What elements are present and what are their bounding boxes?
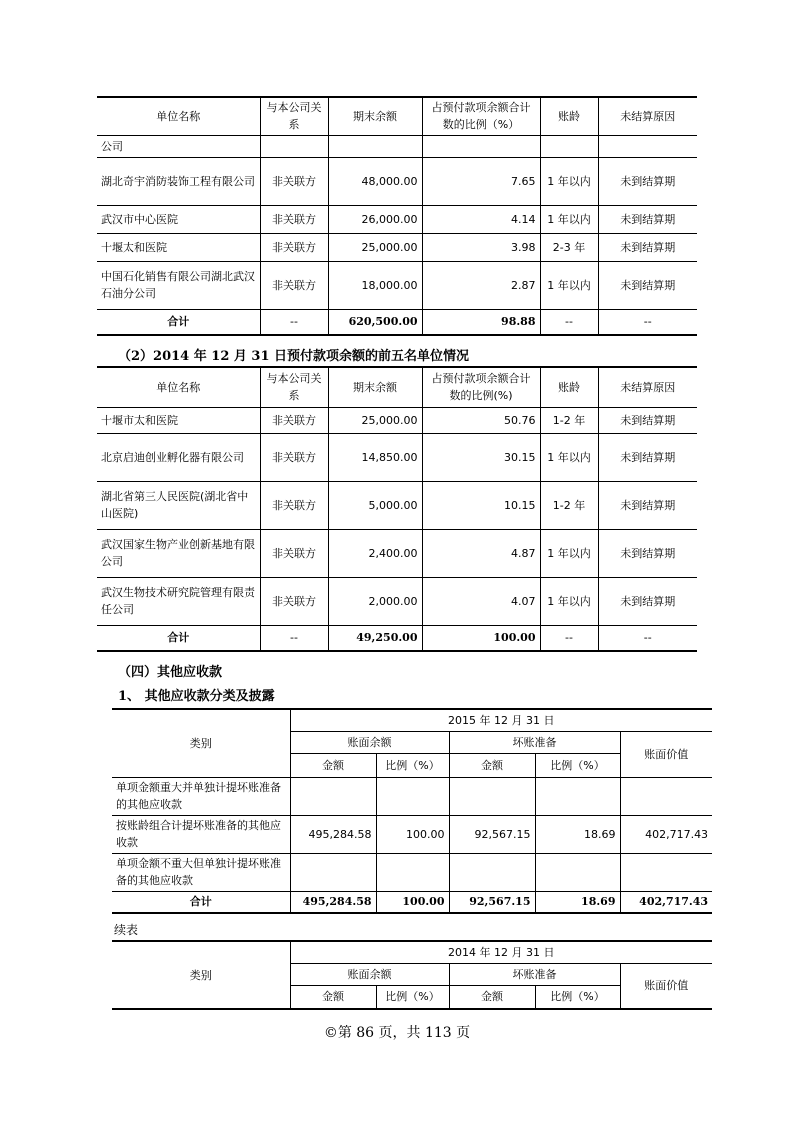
cell-reason: 未到结算期 xyxy=(598,577,697,625)
cell-reason: 未到结算期 xyxy=(598,205,697,233)
cell-book-value xyxy=(620,777,712,815)
other-receivables-table-2015 xyxy=(112,708,712,914)
cell-aging: 2-3 年 xyxy=(540,233,598,261)
cell-reason: 未到结算期 xyxy=(598,157,697,205)
total-balance: 620,500.00 xyxy=(328,309,422,335)
cell-ratio: 4.07 xyxy=(422,577,540,625)
table-header-row xyxy=(97,97,697,135)
total-relationship: -- xyxy=(260,309,328,335)
cell-balance: 2,400.00 xyxy=(328,529,422,577)
total-aging: -- xyxy=(540,625,598,651)
header-ratio: 比例（%） xyxy=(376,985,449,1009)
cell-ratio: 50.76 xyxy=(422,407,540,433)
subsection-heading-classification: 1、 其他应收款分类及披露 xyxy=(118,689,275,704)
header-amount: 金额 xyxy=(449,753,535,777)
cell-unit-name: 武汉市中心医院 xyxy=(97,205,260,233)
cell-relationship: 非关联方 xyxy=(260,481,328,529)
header-ending-balance: 期末余额 xyxy=(328,367,422,407)
table-row xyxy=(97,261,697,309)
table-row xyxy=(97,205,697,233)
table-row xyxy=(97,135,697,157)
cell-unit-name: 公司 xyxy=(97,135,260,157)
cell-aging: 1-2 年 xyxy=(540,481,598,529)
header-category: 类别 xyxy=(112,941,290,1009)
cell-category: 单项金额不重大但单独计提坏账准备的其他应收款 xyxy=(112,853,290,891)
total-bad-debt-amount: 92,567.15 xyxy=(449,891,535,913)
cell-balance: 25,000.00 xyxy=(328,233,422,261)
cell-bad-debt-amount xyxy=(449,853,535,891)
cell-amount xyxy=(290,777,376,815)
cell-unit-name: 湖北省第三人民医院(湖北省中山医院) xyxy=(97,481,260,529)
cell-ratio: 3.98 xyxy=(422,233,540,261)
total-amount: 495,284.58 xyxy=(290,891,376,913)
total-aging: -- xyxy=(540,309,598,335)
cell-balance xyxy=(328,135,422,157)
header-reason: 未结算原因 xyxy=(598,97,697,135)
header-ratio: 占预付款项余额合计数的比例(%) xyxy=(422,367,540,407)
header-aging: 账龄 xyxy=(540,97,598,135)
total-bad-debt-ratio: 18.69 xyxy=(535,891,620,913)
header-ratio: 比例（%） xyxy=(535,985,620,1009)
header-amount: 金额 xyxy=(290,985,376,1009)
cell-category: 单项金额重大并单独计提坏账准备的其他应收款 xyxy=(112,777,290,815)
table-row xyxy=(112,853,712,891)
cell-category: 按账龄组合计提坏账准备的其他应收款 xyxy=(112,815,290,853)
cell-ratio: 4.87 xyxy=(422,529,540,577)
header-bad-debt: 坏账准备 xyxy=(449,731,620,753)
cell-balance: 2,000.00 xyxy=(328,577,422,625)
table-row xyxy=(112,777,712,815)
header-amount: 金额 xyxy=(290,753,376,777)
cell-balance: 26,000.00 xyxy=(328,205,422,233)
header-ratio: 占预付款项余额合计数的比例（%） xyxy=(422,97,540,135)
prepayments-table-2015 xyxy=(97,96,697,336)
total-ratio: 100.00 xyxy=(376,891,449,913)
cell-reason: 未到结算期 xyxy=(598,233,697,261)
total-reason: -- xyxy=(598,625,697,651)
header-unit-name: 单位名称 xyxy=(97,367,260,407)
section-heading-other-receivables: （四）其他应收款 xyxy=(118,665,223,680)
table-row xyxy=(97,433,697,481)
cell-relationship: 非关联方 xyxy=(260,407,328,433)
total-row xyxy=(97,625,697,651)
cell-unit-name: 北京启迪创业孵化器有限公司 xyxy=(97,433,260,481)
cell-aging xyxy=(540,135,598,157)
cell-relationship xyxy=(260,135,328,157)
cell-aging: 1-2 年 xyxy=(540,407,598,433)
cell-reason: 未到结算期 xyxy=(598,481,697,529)
cell-bad-debt-amount xyxy=(449,777,535,815)
total-label: 合计 xyxy=(97,625,260,651)
section-heading-2014-top5: （2）2014 年 12 月 31 日预付款项余额的前五名单位情况 xyxy=(118,349,470,364)
cell-aging: 1 年以内 xyxy=(540,577,598,625)
cell-relationship: 非关联方 xyxy=(260,433,328,481)
table-row xyxy=(97,157,697,205)
table-row xyxy=(97,481,697,529)
cell-unit-name: 武汉生物技术研究院管理有限责任公司 xyxy=(97,577,260,625)
cell-unit-name: 中国石化销售有限公司湖北武汉石油分公司 xyxy=(97,261,260,309)
cell-relationship: 非关联方 xyxy=(260,261,328,309)
table-row xyxy=(97,233,697,261)
table-row xyxy=(112,815,712,853)
cell-ratio: 2.87 xyxy=(422,261,540,309)
total-book-value: 402,717.43 xyxy=(620,891,712,913)
cell-balance: 18,000.00 xyxy=(328,261,422,309)
table-header-row xyxy=(112,709,712,731)
cell-relationship: 非关联方 xyxy=(260,157,328,205)
cell-aging: 1 年以内 xyxy=(540,529,598,577)
total-ratio: 100.00 xyxy=(422,625,540,651)
cell-reason: 未到结算期 xyxy=(598,529,697,577)
total-label: 合计 xyxy=(97,309,260,335)
cell-bad-debt-amount: 92,567.15 xyxy=(449,815,535,853)
table-row xyxy=(97,529,697,577)
header-book-value: 账面价值 xyxy=(620,963,712,1009)
cell-relationship: 非关联方 xyxy=(260,529,328,577)
cell-bad-debt-ratio xyxy=(535,853,620,891)
cell-balance: 48,000.00 xyxy=(328,157,422,205)
page-footer: ©第 86 页，共 113 页 xyxy=(323,1025,471,1041)
total-relationship: -- xyxy=(260,625,328,651)
table-header-row xyxy=(112,941,712,963)
header-aging: 账龄 xyxy=(540,367,598,407)
cell-unit-name: 十堰市太和医院 xyxy=(97,407,260,433)
header-book-balance: 账面余额 xyxy=(290,963,449,985)
header-ratio: 比例（%） xyxy=(376,753,449,777)
header-category: 类别 xyxy=(112,709,290,777)
header-unit-name: 单位名称 xyxy=(97,97,260,135)
header-book-value: 账面价值 xyxy=(620,731,712,777)
cell-relationship: 非关联方 xyxy=(260,233,328,261)
total-label: 合计 xyxy=(112,891,290,913)
cell-unit-name: 湖北奇宇消防装饰工程有限公司 xyxy=(97,157,260,205)
cell-aging: 1 年以内 xyxy=(540,205,598,233)
cell-ratio: 4.14 xyxy=(422,205,540,233)
header-book-balance: 账面余额 xyxy=(290,731,449,753)
cell-unit-name: 十堰太和医院 xyxy=(97,233,260,261)
header-bad-debt: 坏账准备 xyxy=(449,963,620,985)
cell-reason: 未到结算期 xyxy=(598,407,697,433)
cell-aging: 1 年以内 xyxy=(540,261,598,309)
cell-ratio: 100.00 xyxy=(376,815,449,853)
header-relationship: 与本公司关系 xyxy=(260,367,328,407)
prepayments-table-2014 xyxy=(97,366,697,652)
cell-balance: 14,850.00 xyxy=(328,433,422,481)
total-ratio: 98.88 xyxy=(422,309,540,335)
cell-ratio xyxy=(376,853,449,891)
cell-unit-name: 武汉国家生物产业创新基地有限公司 xyxy=(97,529,260,577)
cell-relationship: 非关联方 xyxy=(260,577,328,625)
cell-balance: 25,000.00 xyxy=(328,407,422,433)
cell-ratio xyxy=(376,777,449,815)
table-row xyxy=(97,407,697,433)
cell-relationship: 非关联方 xyxy=(260,205,328,233)
cell-balance: 5,000.00 xyxy=(328,481,422,529)
cell-reason xyxy=(598,135,697,157)
header-amount: 金额 xyxy=(449,985,535,1009)
header-ratio: 比例（%） xyxy=(535,753,620,777)
table-row xyxy=(97,577,697,625)
cell-ratio: 7.65 xyxy=(422,157,540,205)
cell-aging: 1 年以内 xyxy=(540,157,598,205)
cell-ratio: 30.15 xyxy=(422,433,540,481)
header-ending-balance: 期末余额 xyxy=(328,97,422,135)
cell-reason: 未到结算期 xyxy=(598,433,697,481)
total-balance: 49,250.00 xyxy=(328,625,422,651)
header-reason: 未结算原因 xyxy=(598,367,697,407)
cell-ratio xyxy=(422,135,540,157)
continued-label: 续表 xyxy=(114,923,139,937)
cell-bad-debt-ratio: 18.69 xyxy=(535,815,620,853)
total-row xyxy=(97,309,697,335)
cell-book-value: 402,717.43 xyxy=(620,815,712,853)
header-relationship: 与本公司关系 xyxy=(260,97,328,135)
cell-ratio: 10.15 xyxy=(422,481,540,529)
cell-aging: 1 年以内 xyxy=(540,433,598,481)
cell-reason: 未到结算期 xyxy=(598,261,697,309)
table-header-row xyxy=(97,367,697,407)
cell-bad-debt-ratio xyxy=(535,777,620,815)
cell-book-value xyxy=(620,853,712,891)
other-receivables-table-2014 xyxy=(112,940,712,1010)
header-date: 2014 年 12 月 31 日 xyxy=(290,941,712,963)
cell-amount xyxy=(290,853,376,891)
total-reason: -- xyxy=(598,309,697,335)
header-date: 2015 年 12 月 31 日 xyxy=(290,709,712,731)
cell-amount: 495,284.58 xyxy=(290,815,376,853)
total-row xyxy=(112,891,712,913)
